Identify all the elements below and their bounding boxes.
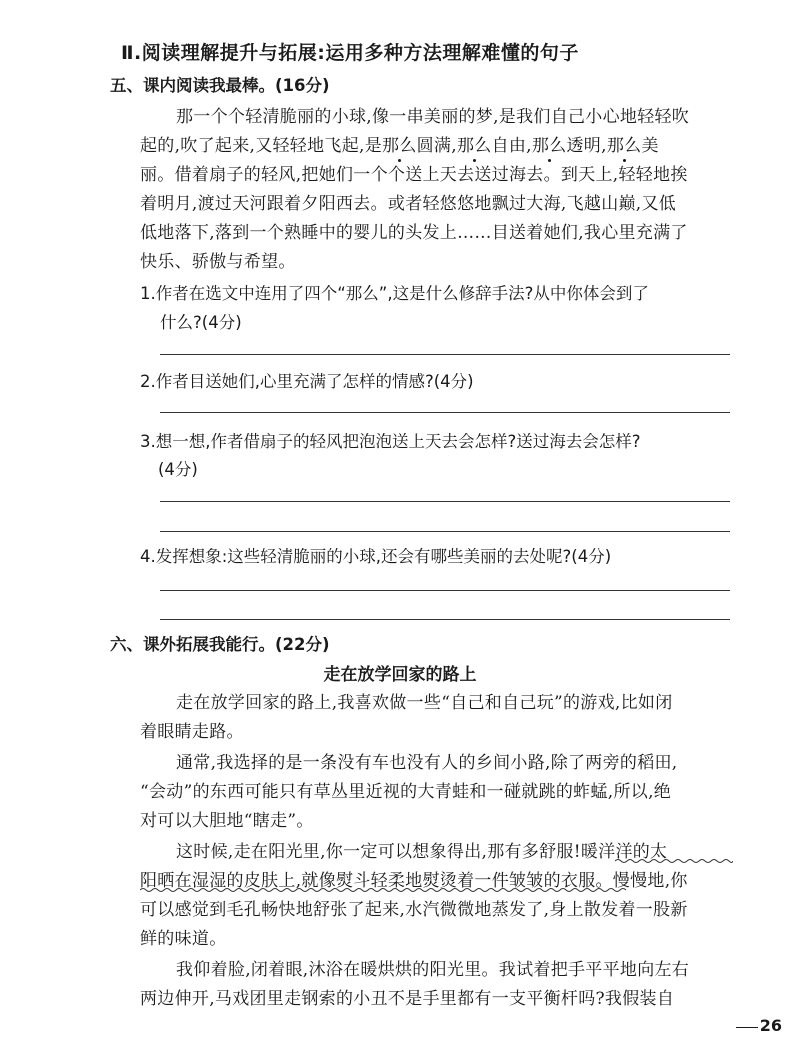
passage-punct: , <box>451 136 457 156</box>
question-1: 1.作者在选文中连用了四个“那么”,这是什么修辞手法?从中你体会到了 <box>140 284 649 303</box>
emphasis-word: 那么 <box>607 131 642 156</box>
story-line: “会动”的东西可能只有草丛里近视的大青蛙和一碰就跳的蚱蜢,所以,绝 <box>140 782 672 802</box>
question-4: 4.发挥想象:这些轻清脆丽的小球,还会有哪些美丽的去处呢?(4分) <box>140 547 612 566</box>
story-line: 两边伸开,马戏团里走钢索的小丑不是手里都有一支平衡杆吗?我假装自 <box>140 989 675 1009</box>
story-line: 通常,我选择的是一条没有车也没有人的乡间小路,除了两旁的稻田, <box>176 753 678 773</box>
passage-line-2 <box>140 131 659 156</box>
story-line: 着眼睛走路。 <box>140 722 244 742</box>
question-1-cont: 什么?(4分) <box>160 313 242 332</box>
emphasis-word: 那么 <box>382 131 417 156</box>
passage-word: 自由 <box>491 136 527 156</box>
page-number-rule <box>736 1027 758 1028</box>
story-line: 阳晒在湿湿的皮肤上,就像熨斗轻柔地熨烫着一件皱皱的衣服。慢慢地,你 <box>140 871 688 891</box>
story-line: 可以感觉到毛孔畅快地舒张了起来,水汽微微地蒸发了,身上散发着一股新 <box>140 900 688 920</box>
answer-line[interactable] <box>160 590 730 591</box>
answer-line[interactable] <box>160 619 730 620</box>
passage-punct: , <box>601 136 607 156</box>
story-line: 这时候,走在阳光里,你一定可以想象得出,那有多舒服!暖洋洋的太 <box>176 842 668 862</box>
answer-line[interactable] <box>160 531 730 532</box>
question-3-cont: (4分) <box>158 460 198 479</box>
passage-word: 透明 <box>566 136 602 156</box>
story-line: 我仰着脸,闭着眼,沐浴在暖烘烘的阳光里。我试着把手平平地向左右 <box>176 960 690 980</box>
story-line: 鲜的味道。 <box>140 929 227 949</box>
answer-line[interactable] <box>160 412 730 413</box>
part6-heading: 六、课外拓展我能行。(22分) <box>110 635 330 654</box>
passage-line-3: 丽。借着扇子的轻风,把她们一个个送上天去送过海去。到天上,轻轻地挨 <box>140 165 688 185</box>
story-line: 对可以大胆地“瞎走”。 <box>140 811 314 831</box>
passage-line-4: 着明月,渡过天河跟着夕阳西去。或者轻悠悠地飘过大海,飞越山巅,又低 <box>140 194 677 214</box>
emphasis-word: 那么 <box>457 131 492 156</box>
passage-line-2-start: 起的,吹了起来,又轻轻地飞起,是 <box>140 136 383 156</box>
section-title: Ⅱ.阅读理解提升与拓展:运用多种方法理解难懂的句子 <box>121 42 579 64</box>
passage-word: 圆满 <box>416 136 452 156</box>
question-3: 3.想一想,作者借扇子的轻风把泡泡送上天去会怎样?送过海去会怎样? <box>140 432 641 451</box>
wavy-underline <box>615 858 733 864</box>
answer-line[interactable] <box>160 501 730 502</box>
passage-punct: , <box>526 136 532 156</box>
page-number: 26 <box>759 1016 782 1035</box>
wavy-underline <box>140 887 630 893</box>
passage-word: 美 <box>641 136 659 156</box>
part5-heading: 五、课内阅读我最棒。(16分) <box>110 76 330 95</box>
story-line: 走在放学回家的路上,我喜欢做一些“自己和自己玩”的游戏,比如闭 <box>176 693 673 713</box>
passage-line-5: 低地落下,落到一个熟睡中的婴儿的头发上……目送着她们,我心里充满了 <box>140 223 688 243</box>
answer-line[interactable] <box>160 354 730 355</box>
story-title: 走在放学回家的路上 <box>323 665 477 685</box>
question-2: 2.作者目送她们,心里充满了怎样的情感?(4分) <box>140 372 474 391</box>
passage-line-1: 那一个个轻清脆丽的小球,像一串美丽的梦,是我们自己小心地轻轻吹 <box>176 107 690 127</box>
emphasis-word: 那么 <box>532 131 567 156</box>
passage-line-6: 快乐、骄傲与希望。 <box>140 252 296 272</box>
